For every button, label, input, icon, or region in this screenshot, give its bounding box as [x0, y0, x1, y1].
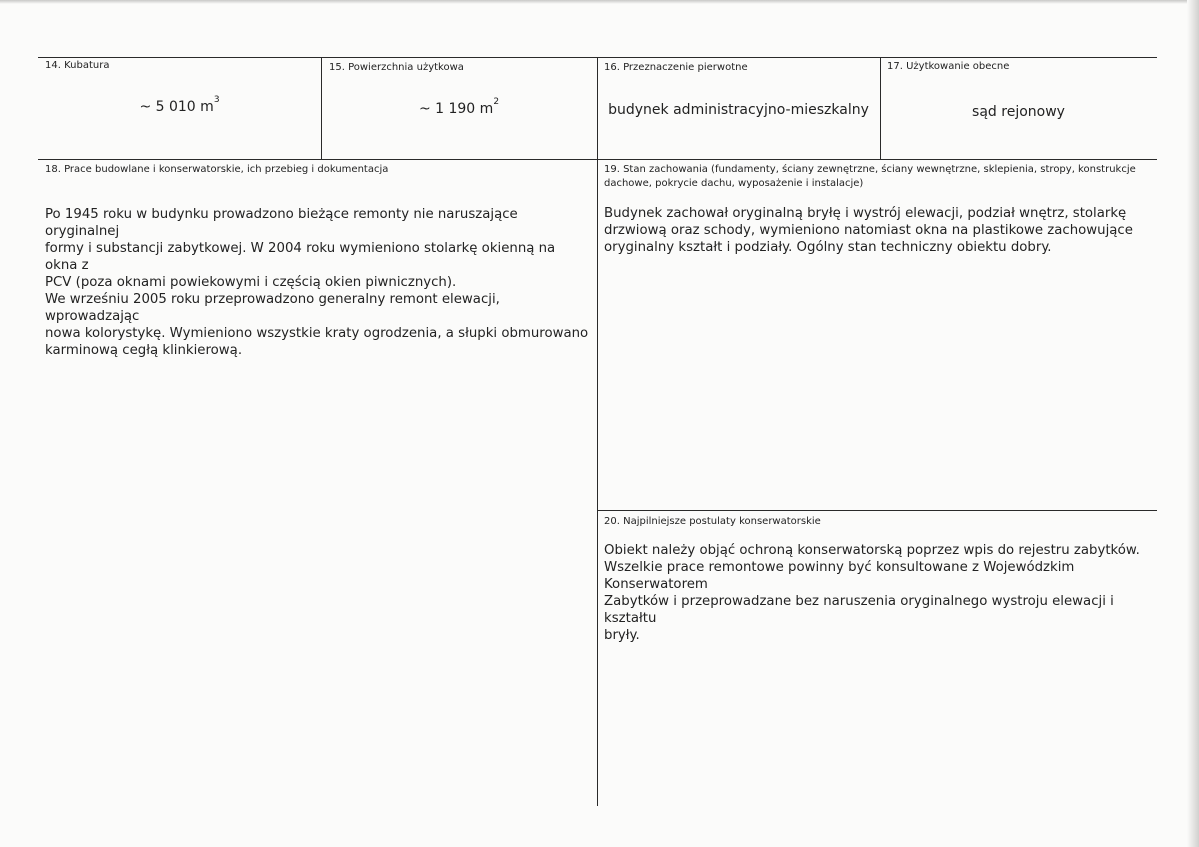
field-18-label: 18. Prace budowlane i konserwatorskie, ich przebieg i dokumentacja [45, 164, 389, 175]
field-20-line: Wszelkie prace remontowe powinny być konsultowane z Wojewódzkim Konserwatorem [604, 560, 1075, 592]
scan-edge-top [0, 0, 1199, 4]
field-19-line: Budynek zachował oryginalną bryłę i wystrój elewacji, podział wnętrz, stolarkę [604, 206, 1127, 221]
field-20-line: bryły. [604, 628, 640, 643]
field-18-line: We wrześniu 2005 roku przeprowadzono generalny remont elewacji, wprowadzając [45, 292, 500, 324]
field-14-unit-exponent: 3 [213, 95, 220, 105]
field-15-unit-exponent: 2 [493, 97, 500, 107]
field-20-text [604, 542, 1149, 644]
field-14-number: ~ 5 010 m [139, 99, 214, 115]
field-16-label: 16. Przeznaczenie pierwotne [604, 62, 748, 73]
field-19-text [604, 205, 1149, 256]
field-18-text [45, 206, 590, 359]
field-18-line: nowa kolorystykę. Wymieniono wszystkie kraty ogrodzenia, a słupki obmurowano [45, 326, 589, 341]
field-19-line: oryginalny kształt i podziały. Ogólny stan techniczny obiektu dobry. [604, 240, 1052, 255]
field-17-value: sąd rejonowy [972, 104, 1065, 120]
field-20-label: 20. Najpilniejsze postulaty konserwatorskie [604, 516, 821, 527]
scan-edge-right [1187, 0, 1199, 847]
field-19-label-line-1: 19. Stan zachowania (fundamenty, ściany zewnętrzne, ściany wewnętrzne, sklepienia, stropy, konstrukcje [604, 164, 1136, 175]
field-19-line: drzwiową oraz schody, wymieniono natomiast okna na plastikowe zachowujące [604, 223, 1133, 238]
field-14-label: 14. Kubatura [45, 60, 110, 71]
field-18-line: formy i substancji zabytkowej. W 2004 roku wymieniono stolarkę okienną na okna z [45, 241, 556, 273]
field-15-label: 15. Powierzchnia użytkowa [329, 62, 464, 73]
rule-field20 [597, 510, 1157, 511]
field-14-value [38, 95, 321, 115]
col-divider-2 [597, 57, 598, 806]
field-15-value [321, 97, 597, 117]
field-16-value: budynek administracyjno-mieszkalny [608, 102, 869, 118]
field-20-line: Obiekt należy objąć ochroną konserwatorską poprzez wpis do rejestru zabytków. [604, 543, 1140, 558]
field-20-line: Zabytków i przeprowadzane bez naruszenia oryginalnego wystroju elewacji i kształtu [604, 594, 1114, 626]
field-18-line: PCV (poza oknami powiekowymi i częścią okien piwnicznych). [45, 275, 457, 290]
field-18-line: karminową cegłą klinkierową. [45, 343, 243, 358]
field-19-label-line-2: dachowe, pokrycie dachu, wyposażenie i instalacje) [604, 178, 864, 189]
field-18-line: Po 1945 roku w budynku prowadzono bieżące remonty nie naruszające oryginalnej [45, 207, 518, 239]
field-17-label: 17. Użytkowanie obecne [887, 61, 1010, 72]
field-15-number: ~ 1 190 m [418, 101, 494, 117]
